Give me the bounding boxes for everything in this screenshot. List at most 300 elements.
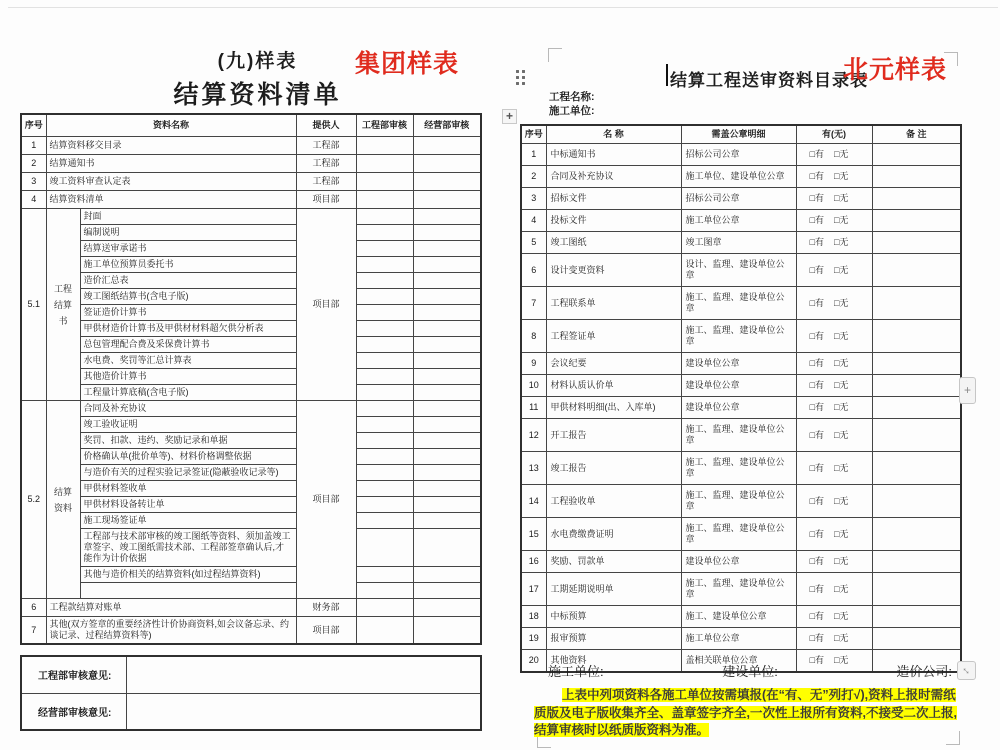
table-row bbox=[21, 583, 481, 599]
seal-detail: 施工、监理、建设单位公章 bbox=[681, 518, 796, 551]
table-row bbox=[21, 617, 481, 645]
table-row bbox=[21, 114, 481, 137]
mgmt-review-cell bbox=[413, 155, 481, 173]
eng-review-cell bbox=[356, 433, 413, 449]
checkbox-none[interactable]: □无 bbox=[834, 330, 849, 341]
row-number: 20 bbox=[521, 650, 546, 673]
table-row bbox=[21, 417, 481, 433]
checkbox-have[interactable]: □有 bbox=[809, 264, 824, 275]
table-row bbox=[521, 375, 961, 397]
table-row bbox=[21, 241, 481, 257]
checkbox-have[interactable]: □有 bbox=[809, 215, 824, 225]
text-cursor bbox=[666, 64, 668, 86]
checkbox-none[interactable]: □无 bbox=[834, 495, 849, 506]
checkbox-have[interactable]: □有 bbox=[809, 655, 824, 665]
mgmt-review-cell bbox=[413, 273, 481, 289]
material-name: 甲供材造价计算书及甲供材材料超欠供分析表 bbox=[80, 321, 296, 337]
table-row bbox=[521, 551, 961, 573]
row-number: 4 bbox=[21, 191, 46, 209]
have-none-cell bbox=[796, 573, 872, 606]
table-row bbox=[521, 287, 961, 320]
table-row bbox=[521, 397, 961, 419]
eng-review-cell bbox=[356, 209, 413, 225]
material-name: 甲供材料设备转让单 bbox=[80, 497, 296, 513]
document-name: 工程签证单 bbox=[546, 320, 681, 353]
table-row bbox=[21, 567, 481, 583]
column-header: 资料名称 bbox=[46, 114, 296, 137]
table-move-handle-icon[interactable]: + bbox=[502, 109, 517, 124]
row-number: 5.2 bbox=[21, 401, 46, 599]
eng-review-cell bbox=[356, 305, 413, 321]
row-number: 19 bbox=[521, 628, 546, 650]
material-name: 施工单位预算员委托书 bbox=[80, 257, 296, 273]
remark-cell bbox=[872, 210, 961, 232]
have-none-cell bbox=[796, 166, 872, 188]
column-header: 经营部审核 bbox=[413, 114, 481, 137]
checkbox-have[interactable]: □有 bbox=[809, 633, 824, 643]
table-row bbox=[21, 433, 481, 449]
project-name-label: 工程名称: bbox=[549, 91, 595, 103]
drag-dots-icon[interactable] bbox=[516, 70, 526, 87]
group-label: 结算资料 bbox=[46, 401, 80, 599]
seal-detail: 竣工图章 bbox=[681, 232, 796, 254]
table-row bbox=[521, 452, 961, 485]
table-row bbox=[21, 209, 481, 225]
column-header: 名 称 bbox=[546, 125, 681, 144]
row-number: 7 bbox=[521, 287, 546, 320]
table-row bbox=[521, 188, 961, 210]
material-name: 竣工验收证明 bbox=[80, 417, 296, 433]
remark-cell bbox=[872, 232, 961, 254]
have-none-cell bbox=[796, 144, 872, 166]
insert-row-plus-button[interactable]: + bbox=[959, 377, 976, 404]
material-name: 封面 bbox=[80, 209, 296, 225]
mgmt-review-cell bbox=[413, 353, 481, 369]
table-row bbox=[21, 369, 481, 385]
document-name: 招标文件 bbox=[546, 188, 681, 210]
row-number: 12 bbox=[521, 419, 546, 452]
checkbox-none[interactable]: □无 bbox=[834, 402, 849, 412]
material-name: 结算送审承诺书 bbox=[80, 241, 296, 257]
document-name: 水电费缴费证明 bbox=[546, 518, 681, 551]
checkbox-have[interactable]: □有 bbox=[809, 297, 824, 308]
remark-cell bbox=[872, 320, 961, 353]
mgmt-review-cell bbox=[413, 617, 481, 645]
mgmt-review-cell bbox=[413, 465, 481, 481]
provider: 财务部 bbox=[296, 599, 356, 617]
table-row bbox=[21, 289, 481, 305]
column-header: 需盖公章明细 bbox=[681, 125, 796, 144]
material-name: 编制说明 bbox=[80, 225, 296, 241]
row-number: 7 bbox=[21, 617, 46, 645]
remark-cell bbox=[872, 628, 961, 650]
row-number: 15 bbox=[521, 518, 546, 551]
table-row bbox=[21, 305, 481, 321]
material-name: 工程量计算底稿(含电子版) bbox=[80, 385, 296, 401]
table-row bbox=[21, 321, 481, 337]
provider: 工程部 bbox=[296, 155, 356, 173]
eng-review-cell bbox=[356, 583, 413, 599]
have-none-cell bbox=[796, 628, 872, 650]
checkbox-have[interactable]: □有 bbox=[809, 402, 824, 412]
checkbox-none[interactable]: □无 bbox=[834, 358, 849, 368]
remark-cell bbox=[872, 375, 961, 397]
provider: 项目部 bbox=[296, 191, 356, 209]
eng-review-cell bbox=[356, 353, 413, 369]
remark-cell bbox=[872, 287, 961, 320]
mgmt-review-cell bbox=[413, 433, 481, 449]
mgmt-review-cell bbox=[413, 369, 481, 385]
checkbox-none[interactable]: □无 bbox=[834, 193, 849, 203]
material-name: 施工现场签证单 bbox=[80, 513, 296, 529]
checkbox-none[interactable]: □无 bbox=[834, 237, 849, 247]
checkbox-none[interactable]: □无 bbox=[834, 215, 849, 225]
seal-detail: 招标公司公章 bbox=[681, 144, 796, 166]
material-name: 签证造价计算书 bbox=[80, 305, 296, 321]
seal-detail: 盖相关联单位公章 bbox=[681, 650, 796, 673]
checkbox-have[interactable]: □有 bbox=[809, 330, 824, 341]
checkbox-none[interactable]: □无 bbox=[834, 429, 849, 440]
checkbox-have[interactable]: □有 bbox=[809, 171, 824, 181]
material-name: 水电费、奖罚等汇总计算表 bbox=[80, 353, 296, 369]
review-opinion-blank bbox=[126, 693, 481, 730]
eng-review-cell bbox=[356, 617, 413, 645]
checkbox-none[interactable]: □无 bbox=[834, 583, 849, 594]
signature-line bbox=[548, 661, 952, 680]
material-name: 竣工图纸结算书(含电子版) bbox=[80, 289, 296, 305]
material-name: 其他(双方签章的重要经济性计价协商资料,如会议备忘录、约谈记录、过程结算资料等) bbox=[46, 617, 296, 645]
left-doc-title: 结算资料清单 bbox=[173, 81, 342, 109]
have-none-cell bbox=[796, 287, 872, 320]
table-row bbox=[521, 518, 961, 551]
material-name: 结算通知书 bbox=[46, 155, 296, 173]
checkbox-none[interactable]: □无 bbox=[834, 655, 849, 665]
row-number: 2 bbox=[521, 166, 546, 188]
table-row bbox=[521, 353, 961, 375]
table-row bbox=[21, 191, 481, 209]
remark-cell bbox=[872, 397, 961, 419]
checkbox-none[interactable]: □无 bbox=[834, 171, 849, 181]
table-row bbox=[21, 656, 481, 693]
mgmt-review-cell bbox=[413, 225, 481, 241]
review-opinion-label: 工程部审核意见: bbox=[21, 656, 126, 693]
eng-review-cell bbox=[356, 191, 413, 209]
material-name: 结算资料移交目录 bbox=[46, 137, 296, 155]
have-none-cell bbox=[796, 606, 872, 628]
left-section-title: (九)样表 bbox=[217, 51, 298, 72]
mgmt-review-cell bbox=[413, 583, 481, 599]
material-name: 与造价有关的过程实验记录签证(隐蔽验收记录等) bbox=[80, 465, 296, 481]
row-number: 8 bbox=[521, 320, 546, 353]
eng-review-cell bbox=[356, 369, 413, 385]
table-row bbox=[21, 225, 481, 241]
remark-cell bbox=[872, 166, 961, 188]
contractor-label: 施工单位: bbox=[549, 105, 595, 117]
mgmt-review-cell bbox=[413, 401, 481, 417]
have-none-cell bbox=[796, 397, 872, 419]
row-number: 14 bbox=[521, 485, 546, 518]
have-none-cell bbox=[796, 419, 872, 452]
column-header: 序号 bbox=[521, 125, 546, 144]
eng-review-cell bbox=[356, 321, 413, 337]
table-row bbox=[21, 273, 481, 289]
material-name: 甲供材料签收单 bbox=[80, 481, 296, 497]
mgmt-review-cell bbox=[413, 481, 481, 497]
table-row bbox=[21, 337, 481, 353]
mgmt-review-cell bbox=[413, 449, 481, 465]
material-name: 竣工资料审查认定表 bbox=[46, 173, 296, 191]
text-boundary-mark bbox=[548, 48, 562, 62]
row-number: 10 bbox=[521, 375, 546, 397]
table-row bbox=[21, 497, 481, 513]
table-row bbox=[21, 465, 481, 481]
table-row bbox=[521, 320, 961, 353]
have-none-cell bbox=[796, 518, 872, 551]
checkbox-have[interactable]: □有 bbox=[809, 193, 824, 203]
document-name: 报审预算 bbox=[546, 628, 681, 650]
remark-cell bbox=[872, 573, 961, 606]
mgmt-review-cell bbox=[413, 257, 481, 273]
checkbox-have[interactable]: □有 bbox=[809, 556, 824, 566]
document-name: 材料认质认价单 bbox=[546, 375, 681, 397]
table-row bbox=[521, 166, 961, 188]
checkbox-have[interactable]: □有 bbox=[809, 149, 824, 159]
mgmt-review-cell bbox=[413, 513, 481, 529]
table-row bbox=[521, 254, 961, 287]
mgmt-review-cell bbox=[413, 567, 481, 583]
have-none-cell bbox=[796, 210, 872, 232]
row-number: 17 bbox=[521, 573, 546, 606]
mgmt-review-cell bbox=[413, 529, 481, 567]
eng-review-cell bbox=[356, 513, 413, 529]
table-row bbox=[21, 137, 481, 155]
table-row bbox=[521, 125, 961, 144]
checkbox-have[interactable]: □有 bbox=[809, 495, 824, 506]
checkbox-none[interactable]: □无 bbox=[834, 149, 849, 159]
eng-review-cell bbox=[356, 417, 413, 433]
column-header: 序号 bbox=[21, 114, 46, 137]
remark-cell bbox=[872, 518, 961, 551]
document-name: 竣工图纸 bbox=[546, 232, 681, 254]
document-name: 竣工报告 bbox=[546, 452, 681, 485]
settlement-materials-table bbox=[20, 113, 482, 645]
row-number: 3 bbox=[521, 188, 546, 210]
table-row bbox=[21, 529, 481, 567]
mgmt-review-cell bbox=[413, 599, 481, 617]
table-row bbox=[521, 210, 961, 232]
checkbox-none[interactable]: □无 bbox=[834, 462, 849, 473]
table-row bbox=[21, 173, 481, 191]
seal-detail: 施工、监理、建设单位公章 bbox=[681, 287, 796, 320]
have-none-cell bbox=[796, 320, 872, 353]
table-row bbox=[21, 257, 481, 273]
seal-detail: 施工、监理、建设单位公章 bbox=[681, 320, 796, 353]
document-name: 中标通知书 bbox=[546, 144, 681, 166]
mgmt-review-cell bbox=[413, 385, 481, 401]
eng-review-cell bbox=[356, 225, 413, 241]
row-number: 16 bbox=[521, 551, 546, 573]
document-name: 奖励、罚款单 bbox=[546, 551, 681, 573]
eng-review-cell bbox=[356, 481, 413, 497]
eng-review-cell bbox=[356, 599, 413, 617]
material-name: 价格确认单(批价单等)、材料价格调整依据 bbox=[80, 449, 296, 465]
table-row bbox=[521, 573, 961, 606]
checkbox-none[interactable]: □无 bbox=[834, 611, 849, 621]
column-header: 备 注 bbox=[872, 125, 961, 144]
document-name: 中标预算 bbox=[546, 606, 681, 628]
checkbox-none[interactable]: □无 bbox=[834, 556, 849, 566]
eng-review-cell bbox=[356, 337, 413, 353]
row-number: 3 bbox=[21, 173, 46, 191]
table-row bbox=[21, 353, 481, 369]
checkbox-none[interactable]: □无 bbox=[834, 264, 849, 275]
material-name: 工程款结算对账单 bbox=[46, 599, 296, 617]
have-none-cell bbox=[796, 353, 872, 375]
column-header: 工程部审核 bbox=[356, 114, 413, 137]
row-number: 1 bbox=[21, 137, 46, 155]
review-opinion-blank bbox=[126, 656, 481, 693]
have-none-cell bbox=[796, 232, 872, 254]
seal-detail: 施工、监理、建设单位公章 bbox=[681, 419, 796, 452]
checkbox-have[interactable]: □有 bbox=[809, 528, 824, 539]
eng-review-cell bbox=[356, 155, 413, 173]
have-none-cell bbox=[796, 452, 872, 485]
row-number: 6 bbox=[21, 599, 46, 617]
mgmt-review-cell bbox=[413, 137, 481, 155]
seal-detail: 招标公司公章 bbox=[681, 188, 796, 210]
mgmt-review-cell bbox=[413, 289, 481, 305]
checkbox-have[interactable]: □有 bbox=[809, 358, 824, 368]
remark-cell bbox=[872, 485, 961, 518]
table-row bbox=[521, 628, 961, 650]
provider: 工程部 bbox=[296, 137, 356, 155]
checkbox-have[interactable]: □有 bbox=[809, 462, 824, 473]
header-fields bbox=[549, 90, 595, 118]
table-row bbox=[21, 693, 481, 730]
provider: 工程部 bbox=[296, 173, 356, 191]
table-row bbox=[521, 419, 961, 452]
eng-review-cell bbox=[356, 257, 413, 273]
table-row bbox=[21, 513, 481, 529]
seal-detail: 建设单位公章 bbox=[681, 551, 796, 573]
seal-detail: 施工单位公章 bbox=[681, 628, 796, 650]
seal-detail: 设计、监理、建设单位公章 bbox=[681, 254, 796, 287]
remark-cell bbox=[872, 353, 961, 375]
seal-detail: 建设单位公章 bbox=[681, 375, 796, 397]
seal-detail: 施工、建设单位公章 bbox=[681, 606, 796, 628]
have-none-cell bbox=[796, 375, 872, 397]
table-row bbox=[21, 449, 481, 465]
table-row bbox=[521, 485, 961, 518]
row-number: 4 bbox=[521, 210, 546, 232]
checkbox-have[interactable]: □有 bbox=[809, 380, 824, 390]
remark-cell bbox=[872, 254, 961, 287]
seal-detail: 建设单位公章 bbox=[681, 353, 796, 375]
table-row bbox=[21, 599, 481, 617]
row-number: 11 bbox=[521, 397, 546, 419]
mgmt-review-cell bbox=[413, 337, 481, 353]
have-none-cell bbox=[796, 254, 872, 287]
have-none-cell bbox=[796, 485, 872, 518]
eng-review-cell bbox=[356, 137, 413, 155]
row-number: 1 bbox=[521, 144, 546, 166]
table-row bbox=[521, 232, 961, 254]
table-resize-handle-icon[interactable]: ↔ bbox=[958, 662, 975, 679]
document-name: 开工报告 bbox=[546, 419, 681, 452]
material-name bbox=[80, 583, 296, 599]
row-number: 13 bbox=[521, 452, 546, 485]
provider: 项目部 bbox=[296, 209, 356, 401]
mgmt-review-cell bbox=[413, 305, 481, 321]
document-name: 甲供材料明细(出、入库单) bbox=[546, 397, 681, 419]
checkbox-none[interactable]: □无 bbox=[834, 528, 849, 539]
remark-cell bbox=[872, 144, 961, 166]
eng-review-cell bbox=[356, 449, 413, 465]
document-name: 工程联系单 bbox=[546, 287, 681, 320]
column-header: 有(无) bbox=[796, 125, 872, 144]
checkbox-none[interactable]: □无 bbox=[834, 380, 849, 390]
document-name: 合同及补充协议 bbox=[546, 166, 681, 188]
seal-detail: 施工单位公章 bbox=[681, 210, 796, 232]
row-number: 6 bbox=[521, 254, 546, 287]
eng-review-cell bbox=[356, 497, 413, 513]
checkbox-none[interactable]: □无 bbox=[834, 297, 849, 308]
review-opinion-table bbox=[20, 655, 482, 731]
mgmt-review-cell bbox=[413, 497, 481, 513]
material-name: 合同及补充协议 bbox=[80, 401, 296, 417]
sign-cost-company-label: 造价公司: bbox=[896, 664, 952, 679]
mgmt-review-cell bbox=[413, 241, 481, 257]
material-name: 其他造价计算书 bbox=[80, 369, 296, 385]
seal-detail: 施工、监理、建设单位公章 bbox=[681, 485, 796, 518]
mgmt-review-cell bbox=[413, 191, 481, 209]
mgmt-review-cell bbox=[413, 321, 481, 337]
document-name: 工程验收单 bbox=[546, 485, 681, 518]
column-header: 提供人 bbox=[296, 114, 356, 137]
checkbox-have[interactable]: □有 bbox=[809, 583, 824, 594]
remark-cell bbox=[872, 551, 961, 573]
eng-review-cell bbox=[356, 465, 413, 481]
submission-catalog-table bbox=[520, 124, 962, 673]
table-row bbox=[21, 385, 481, 401]
document-name: 工期延期说明单 bbox=[546, 573, 681, 606]
checkbox-have[interactable]: □有 bbox=[809, 237, 824, 247]
row-number: 5.1 bbox=[21, 209, 46, 401]
right-doc-title: 结算工程送审资料目录表 bbox=[670, 71, 868, 90]
document-name: 投标文件 bbox=[546, 210, 681, 232]
have-none-cell bbox=[796, 551, 872, 573]
material-name: 其他与造价相关的结算资料(如过程结算资料) bbox=[80, 567, 296, 583]
document-name: 设计变更资料 bbox=[546, 254, 681, 287]
mgmt-review-cell bbox=[413, 173, 481, 191]
material-name: 奖罚、扣款、违约、奖励记录和单据 bbox=[80, 433, 296, 449]
have-none-cell bbox=[796, 188, 872, 210]
checkbox-have[interactable]: □有 bbox=[809, 429, 824, 440]
material-name: 造价汇总表 bbox=[80, 273, 296, 289]
left-red-annotation: 集团样表 bbox=[355, 50, 460, 78]
checkbox-have[interactable]: □有 bbox=[809, 611, 824, 621]
table-row bbox=[21, 481, 481, 497]
eng-review-cell bbox=[356, 241, 413, 257]
remark-cell bbox=[872, 419, 961, 452]
remark-cell bbox=[872, 606, 961, 628]
row-number: 5 bbox=[521, 232, 546, 254]
seal-detail: 施工、监理、建设单位公章 bbox=[681, 573, 796, 606]
mgmt-review-cell bbox=[413, 209, 481, 225]
checkbox-none[interactable]: □无 bbox=[834, 633, 849, 643]
row-number: 2 bbox=[21, 155, 46, 173]
seal-detail: 建设单位公章 bbox=[681, 397, 796, 419]
